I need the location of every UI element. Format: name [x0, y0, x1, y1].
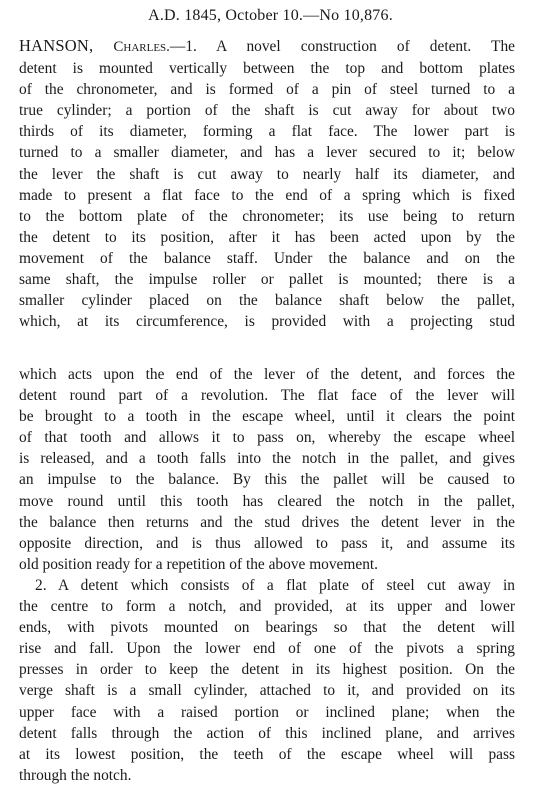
paragraph-3-line: presses in order to keep the detent in its highest position. On the: [19, 661, 515, 679]
paragraph-3-line: the centre to form a notch, and provided, at its upper and lower: [19, 598, 515, 616]
paragraph-1-line: true cylinder; a portion of the shaft is cut away for about two: [19, 102, 515, 120]
paragraph-1-line: same shaft, the impulse roller or pallet is mounted; there is a: [19, 271, 515, 289]
paragraph-1-line: thirds of its diameter, forming a flat face. The lower part is: [19, 123, 515, 141]
paragraph-1-line: the lever the shaft is cut away to nearly half its diameter, and: [19, 165, 515, 183]
header-date: A.D. 1845, October 10.: [148, 7, 304, 24]
paragraph-1-line: to the bottom plate of the chronometer; its use being to return: [19, 207, 515, 225]
paragraph-2-line: which acts upon the end of the lever of the detent, and forces the: [19, 366, 515, 383]
paragraph-2-line: opposite direction, and is thus allowed to pass it, and assume its: [19, 534, 515, 552]
entry-surname: HANSON,: [19, 36, 94, 55]
page-header: [0, 6, 541, 26]
paragraph-2-line: is released, and a tooth falls into the notch in the pallet, and gives: [19, 450, 515, 468]
paragraph-1-line: the detent to its position, after it has been acted upon by the: [19, 228, 515, 246]
paragraph-3-line: verge shaft is a small cylinder, attached to it, and provided on its: [19, 682, 515, 700]
header-dash: —: [303, 7, 320, 24]
paragraph-1-line: detent is mounted vertically between the top and bottom plates: [19, 60, 515, 78]
paragraph-2-line: of that tooth and allows it to pass on, whereby the escape wheel: [19, 429, 515, 447]
paragraph-1: [19, 35, 515, 332]
paragraph-2-line: be brought to a tooth in the escape wheel, until it clears the point: [19, 408, 515, 426]
paragraph-2-line: the balance then returns and the stud drives the detent lever in the: [19, 513, 515, 531]
paragraph-2-line: detent round part of a revolution. The flat face of the lever will: [19, 387, 515, 405]
paragraph-2-line: old position ready for a repetition of the above movement.: [19, 555, 379, 573]
paragraph-2-and-3: [19, 364, 515, 786]
entry-forename: Charles.: [113, 39, 170, 55]
paragraph-1-line: movement of the balance staff. Under the balance and on the: [19, 249, 515, 267]
paragraph-2-line: an impulse to the balance. By this the pallet will be caused to: [19, 471, 515, 489]
paragraph-1-line: which, at its circumference, is provided with a projecting stud: [19, 313, 515, 331]
paragraph-3-line: ends, with pivots mounted on bearings so that the detent will: [19, 619, 515, 637]
paragraph-3-line: at its lowest position, the teeth of the escape wheel will pass: [19, 745, 515, 763]
paragraph-3-line: 2. A detent which consists of a flat plate of steel cut away in: [35, 576, 515, 594]
paragraph-3-line: through the notch.: [19, 766, 132, 784]
paragraph-1-line-0: [19, 35, 515, 58]
paragraph-1-line: of the chronometer, and is formed of a pin of steel turned to a: [19, 81, 515, 99]
paragraph-3-line: detent falls through the action of this inclined plane, and arrives: [19, 724, 515, 742]
paragraph-1-line: turned to a smaller diameter, and has a lever secured to it; below: [19, 144, 515, 162]
header-number: No 10,876.: [319, 7, 393, 24]
entry-lead-dash: —: [169, 38, 186, 55]
paragraph-1-line: made to present a flat face to the end of a spring which is fixed: [19, 186, 515, 204]
paragraph-1-line-0-text: 1. A novel construction of detent. The: [185, 38, 515, 55]
paragraph-1-line: smaller cylinder placed on the balance shaft below the pallet,: [19, 292, 515, 310]
paragraph-3-line: upper face with a raised portion or inclined plane; when the: [19, 703, 515, 721]
paragraph-2-line: move round until this tooth has cleared the notch in the pallet,: [19, 492, 515, 510]
paragraph-3-line: rise and fall. Upon the lower end of one of the pivots a spring: [19, 640, 515, 658]
